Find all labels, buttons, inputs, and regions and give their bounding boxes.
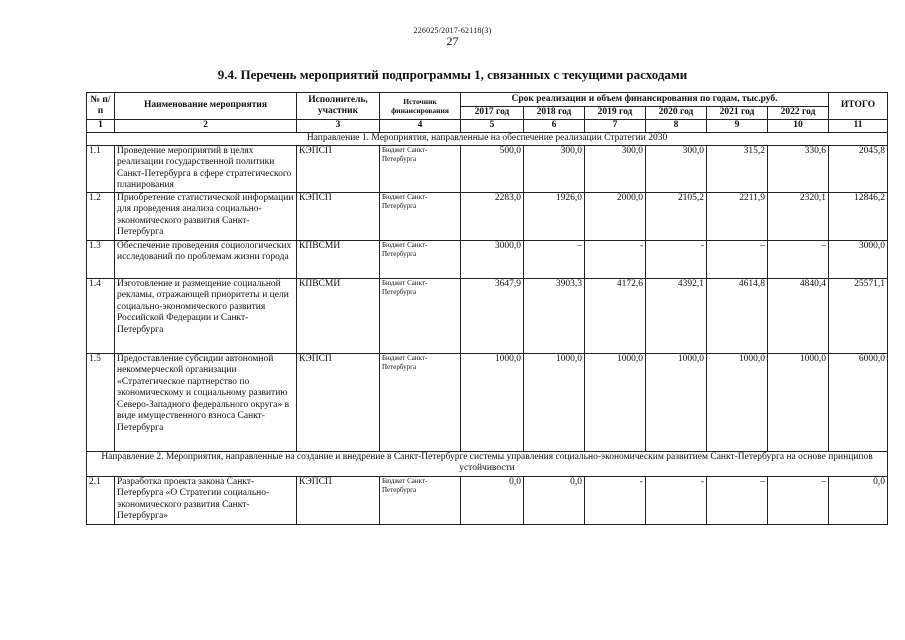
header-year: 2020 год	[646, 107, 707, 120]
table-row	[87, 476, 888, 524]
column-number: 7	[585, 120, 646, 133]
row-name: Разработка проекта закона Санкт-Петербурга «О Стратегии социально-экономического развития Санкт-Петербурга»	[115, 476, 297, 524]
row-source: Бюджет Санкт-Петербурга	[380, 192, 461, 240]
direction-2-heading: Направление 2. Мероприятия, направленные на создание и внедрение в Санкт-Петербурге системы управления социально-экономическим развитием Санкт-Петербурга на основе принципов устойчивости	[87, 451, 888, 476]
header-year: 2018 год	[524, 107, 585, 120]
row-value: 2000,0	[585, 192, 646, 240]
row-num: 1.4	[87, 278, 115, 353]
row-value: 300,0	[646, 145, 707, 192]
row-source: Бюджет Санкт-Петербурга	[380, 476, 461, 524]
row-executor: КЭПСП	[297, 353, 380, 451]
column-number: 5	[461, 120, 524, 133]
row-value: 1000,0	[768, 353, 829, 451]
row-value: 2105,2	[646, 192, 707, 240]
document-number: 226025/2017-62118(3)	[413, 26, 492, 35]
row-name: Обеспечение проведения социологических исследований по проблемам жизни города	[115, 240, 297, 278]
row-value: –	[768, 240, 829, 278]
row-total: 3000,0	[829, 240, 888, 278]
row-num: 1.1	[87, 145, 115, 192]
row-value: -	[646, 240, 707, 278]
row-num: 2.1	[87, 476, 115, 524]
row-value: 3903,3	[524, 278, 585, 353]
row-value: -	[585, 240, 646, 278]
row-source: Бюджет Санкт-Петербурга	[380, 353, 461, 451]
row-source: Бюджет Санкт-Петербурга	[380, 240, 461, 278]
column-number: 9	[707, 120, 768, 133]
row-name: Проведение мероприятий в целях реализации государственной политики Санкт-Петербурга в сфере стратегического планирования	[115, 145, 297, 192]
row-executor: КПВСМИ	[297, 240, 380, 278]
row-value: -	[585, 476, 646, 524]
row-value: 4840,4	[768, 278, 829, 353]
row-value: 300,0	[585, 145, 646, 192]
column-number: 2	[115, 120, 297, 133]
row-total: 2045,8	[829, 145, 888, 192]
row-value: 3647,9	[461, 278, 524, 353]
direction-row	[87, 133, 888, 146]
row-total: 25571,1	[829, 278, 888, 353]
header-period: Срок реализации и объем финансирования по годам, тыс.руб.	[461, 93, 829, 107]
header-year: 2022 год	[768, 107, 829, 120]
row-value: 1000,0	[524, 353, 585, 451]
row-name: Приобретение статистической информации для проведения анализа социально-экономического развития Санкт-Петербурга	[115, 192, 297, 240]
row-value: 1000,0	[585, 353, 646, 451]
header-executor: Исполнитель, участник	[297, 93, 380, 120]
row-value: 1000,0	[707, 353, 768, 451]
table-row	[87, 145, 888, 192]
table-row	[87, 192, 888, 240]
row-value: 0,0	[524, 476, 585, 524]
row-total: 12846,2	[829, 192, 888, 240]
direction-row	[87, 451, 888, 476]
row-value: 330,6	[768, 145, 829, 192]
row-executor: КПВСМИ	[297, 278, 380, 353]
row-value: –	[768, 476, 829, 524]
column-number: 6	[524, 120, 585, 133]
header-year: 2019 год	[585, 107, 646, 120]
row-value: 1000,0	[646, 353, 707, 451]
column-number: 1	[87, 120, 115, 133]
row-total: 0,0	[829, 476, 888, 524]
header-year: 2017 год	[461, 107, 524, 120]
header-num: № п/п	[87, 93, 115, 120]
direction-1-heading: Направление 1. Мероприятия, направленные на обеспечение реализации Стратегии 2030	[87, 133, 888, 146]
row-value: 2283,0	[461, 192, 524, 240]
row-value: 1000,0	[461, 353, 524, 451]
header-total: ИТОГО	[829, 93, 888, 120]
column-number: 11	[829, 120, 888, 133]
row-source: Бюджет Санкт-Петербурга	[380, 145, 461, 192]
row-executor: КЭПСП	[297, 145, 380, 192]
section-title: 9.4. Перечень мероприятий подпрограммы 1, связанных с текущими расходами	[217, 67, 688, 82]
row-source: Бюджет Санкт-Петербурга	[380, 278, 461, 353]
row-name: Предоставление субсидии автономной некоммерческой организации «Стратегическое партнерство по экономическому и социальному развитию Северо-Западного федерального округа» в виде имущественного взноса Санкт-Петербурга	[115, 353, 297, 451]
table-row	[87, 353, 888, 451]
row-num: 1.2	[87, 192, 115, 240]
row-value: 1926,0	[524, 192, 585, 240]
row-value: 4392,1	[646, 278, 707, 353]
row-num: 1.5	[87, 353, 115, 451]
row-value: 315,2	[707, 145, 768, 192]
row-executor: КЭПСП	[297, 476, 380, 524]
row-value: 3000,0	[461, 240, 524, 278]
row-value: 0,0	[461, 476, 524, 524]
row-value: 4172,6	[585, 278, 646, 353]
header-source: Источник финансирования	[380, 93, 461, 120]
row-num: 1.3	[87, 240, 115, 278]
row-value: 500,0	[461, 145, 524, 192]
column-number: 3	[297, 120, 380, 133]
column-number: 4	[380, 120, 461, 133]
row-executor: КЭПСП	[297, 192, 380, 240]
row-value: -	[646, 476, 707, 524]
row-value: –	[524, 240, 585, 278]
row-value: 2211,9	[707, 192, 768, 240]
page-number: 27	[446, 34, 459, 48]
row-value: 2320,1	[768, 192, 829, 240]
table-row	[87, 278, 888, 353]
measures-table	[86, 92, 888, 525]
header-year: 2021 год	[707, 107, 768, 120]
row-value: –	[707, 240, 768, 278]
row-total: 6000,0	[829, 353, 888, 451]
column-number: 10	[768, 120, 829, 133]
header-name: Наименование мероприятия	[115, 93, 297, 120]
row-value: 4614,8	[707, 278, 768, 353]
row-value: 300,0	[524, 145, 585, 192]
row-value: –	[707, 476, 768, 524]
row-name: Изготовление и размещение социальной рекламы, отражающей приоритеты и цели социально-экономического развития Российской Федерации и Санкт-Петербурга	[115, 278, 297, 353]
column-number: 8	[646, 120, 707, 133]
column-numbers-row	[87, 120, 888, 133]
table-row	[87, 240, 888, 278]
